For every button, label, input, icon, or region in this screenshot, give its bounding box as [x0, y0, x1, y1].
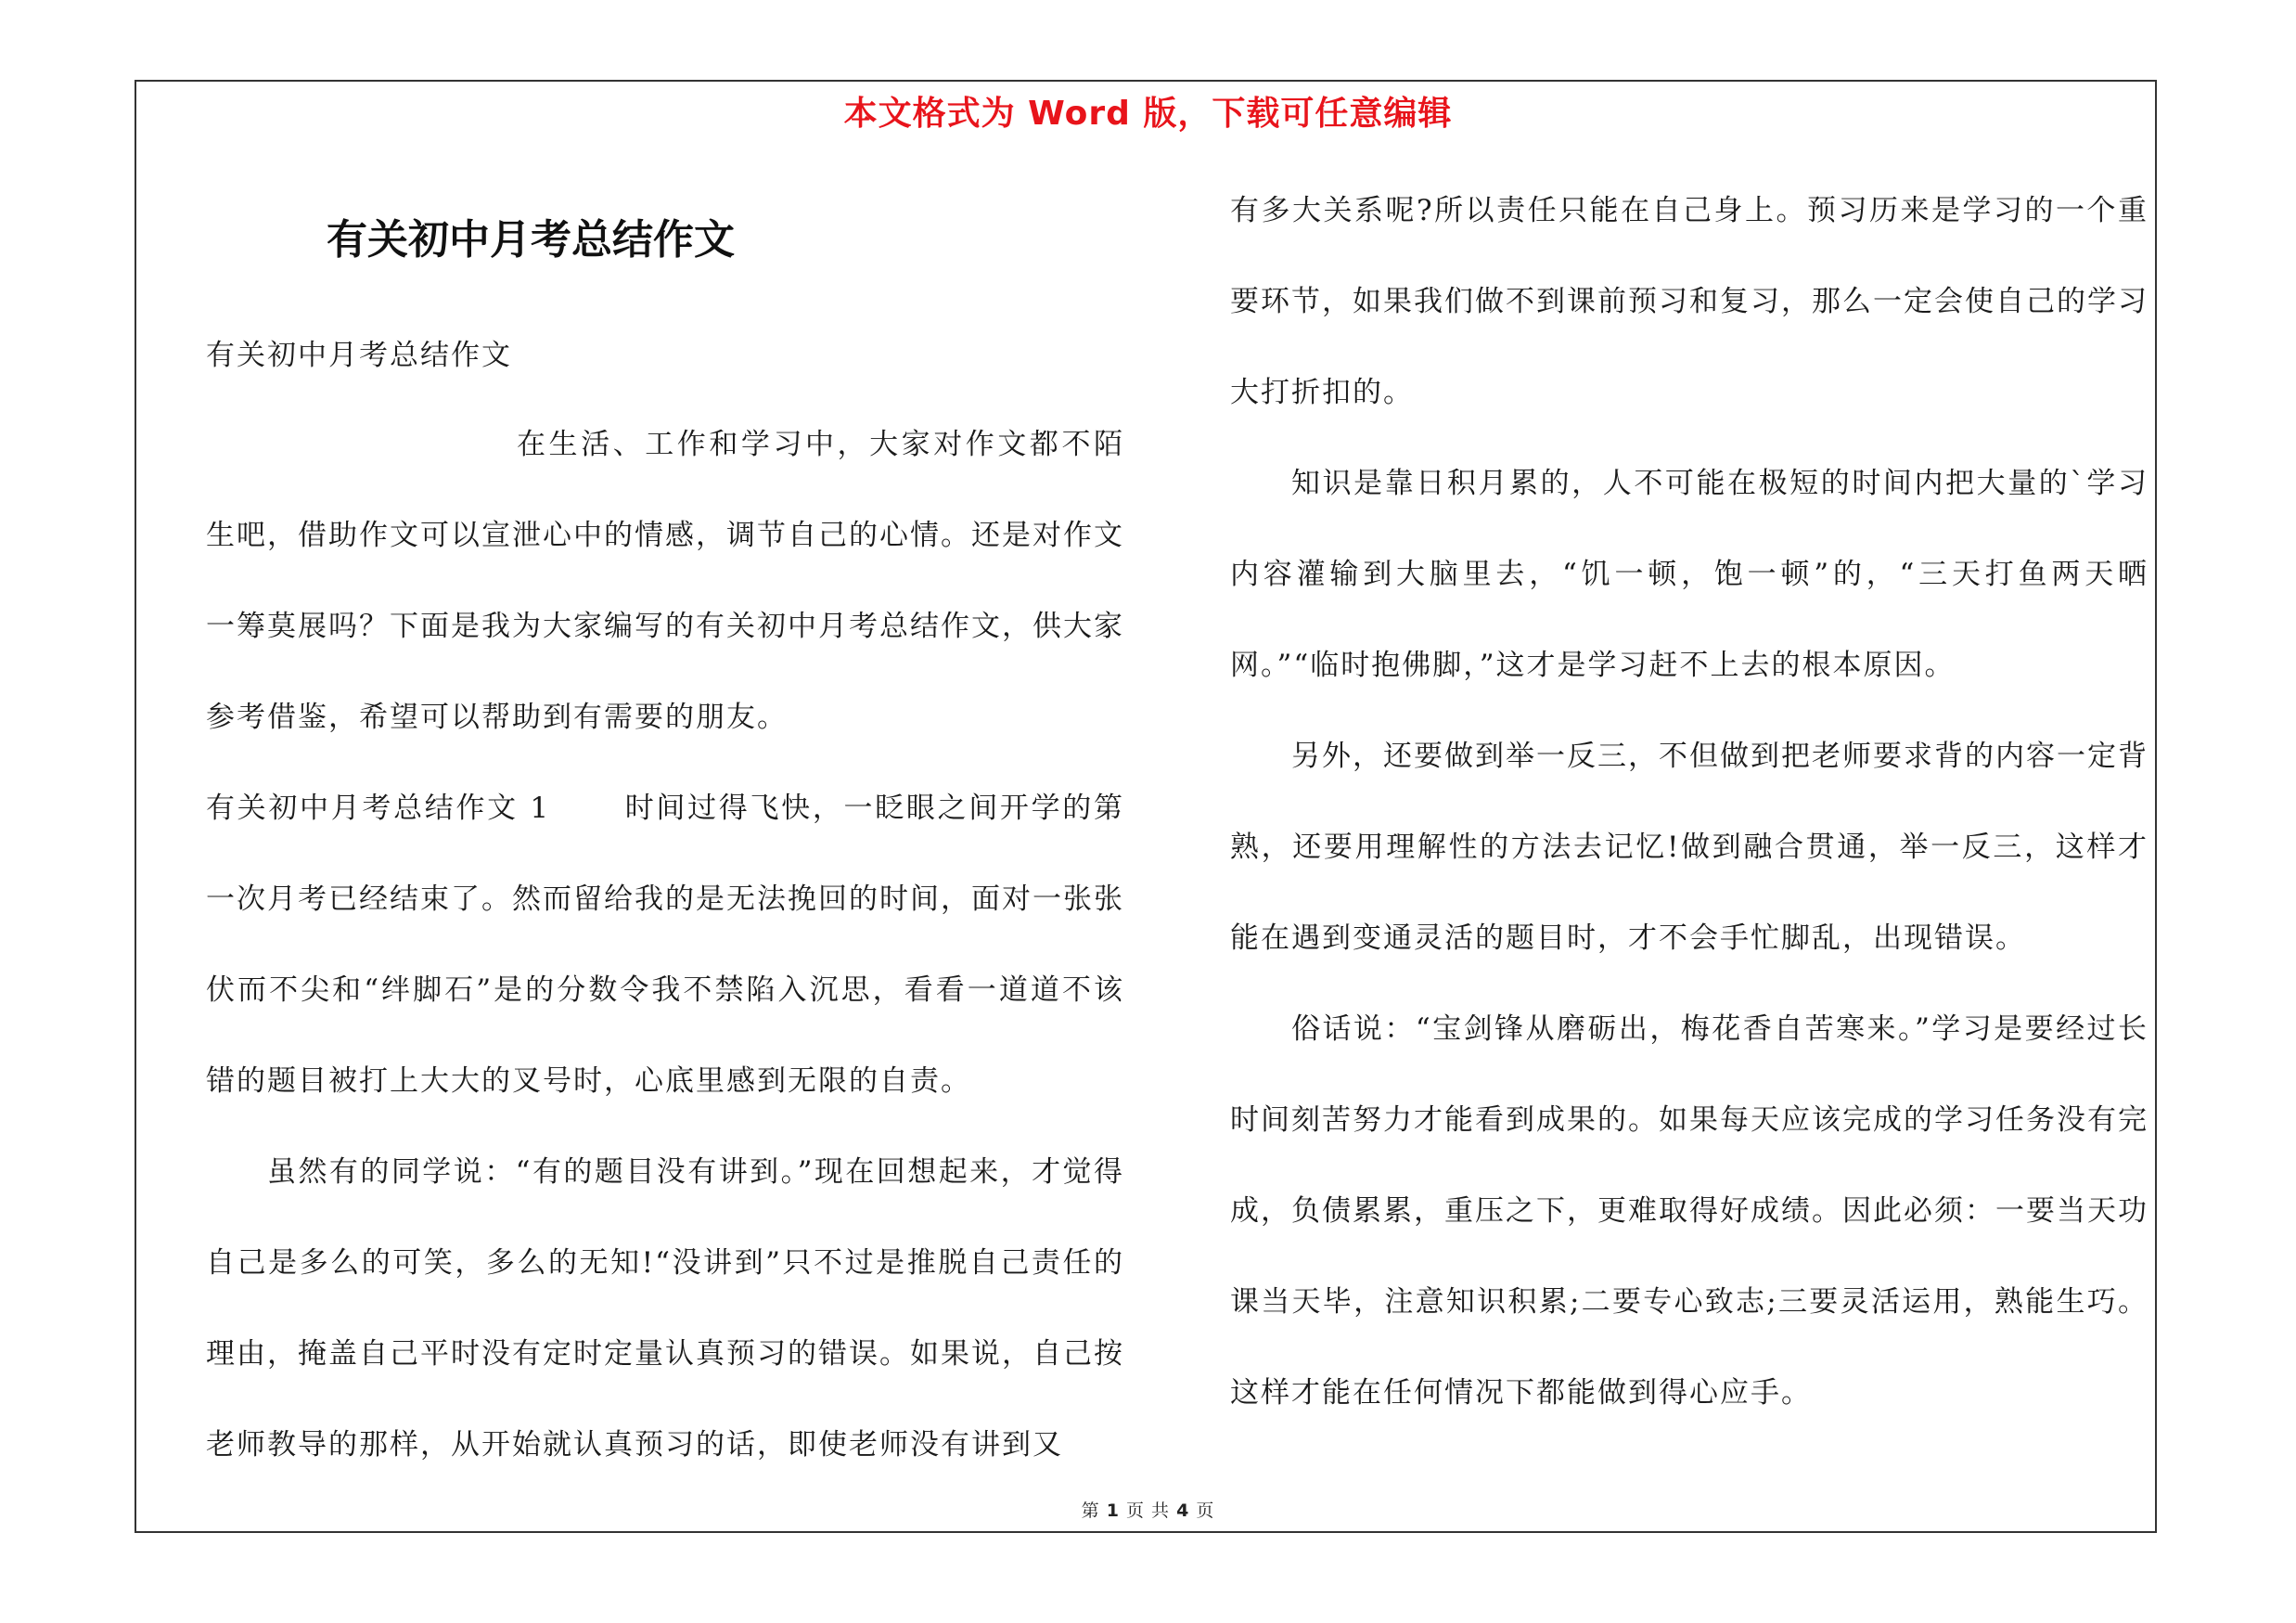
footer-suffix: 页 [1196, 1501, 1215, 1521]
format-banner: 本文格式为 Word 版，下载可任意编辑 [843, 95, 1453, 133]
left-paragraph-2: 有关初中月考总结作文 1 时间过得飞快，一眨眼之间开学的第一次月考已经结束了。然而留给我的是无法挽回的时间，面对一张张伏而不尖和“绊脚石”是的分数令我不禁陷入沉思，看看一道道不该错的题目被打上大大的叉号时，心底里感到无限的自责。 [206, 792, 1124, 1098]
document-title: 有关初中月考总结作文 [327, 216, 735, 264]
footer-current-page: 1 [1106, 1501, 1120, 1521]
page-footer [0, 1497, 2296, 1522]
right-paragraph-1: 有多大关系呢?所以责任只能在自己身上。预习历来是学习的一个重要环节，如果我们做不到课前预习和复习，那么一定会使自己的学习大打折扣的。 [1230, 194, 2148, 409]
right-paragraph-4: 俗话说：“宝剑锋从磨砺出，梅花香自苦寒来。”学习是要经过长时间刻苦努力才能看到成果的。如果每天应该完成的学习任务没有完成，负债累累，重压之下，更难取得好成绩。因此必须：一要当天功课当天毕，注意知识积累;二要专心致志;三要灵活运用，熟能生巧。这样才能在任何情况下都能做到得心应手。 [1230, 1012, 2148, 1410]
document-subtitle: 有关初中月考总结作文 [206, 339, 512, 372]
left-paragraph-3: 虽然有的同学说：“有的题目没有讲到。”现在回想起来，才觉得自己是多么的可笑，多么的无知!“没讲到”只不过是推脱自己责任的理由，掩盖自己平时没有定时定量认真预习的错误。如果说，自己按老师教导的那样，从开始就认真预习的话，即使老师没有讲到又 [206, 1155, 1124, 1462]
right-paragraph-3: 另外，还要做到举一反三，不但做到把老师要求背的内容一定背熟，还要用理解性的方法去记忆!做到融合贯通，举一反三，这样才能在遇到变通灵活的题目时，才不会手忙脚乱，出现错误。 [1230, 740, 2148, 955]
footer-prefix: 第 [1081, 1501, 1100, 1521]
footer-middle: 页 共 [1125, 1501, 1171, 1521]
right-paragraph-2: 知识是靠日积月累的，人不可能在极短的时间内把大量的`学习内容灌输到大脑里去，“饥一顿，饱一顿”的，“三天打鱼两天晒网。”“临时抱佛脚，”这才是学习赶不上去的根本原因。 [1230, 467, 2148, 682]
footer-total-pages: 4 [1176, 1501, 1190, 1521]
left-paragraph-1: 在生活、工作和学习中，大家对作文都不陌生吧，借助作文可以宣泄心中的情感，调节自己的心情。还是对作文一筹莫展吗？下面是我为大家编写的有关初中月考总结作文，供大家参考借鉴，希望可以帮助到有需要的朋友。 [206, 428, 1124, 734]
